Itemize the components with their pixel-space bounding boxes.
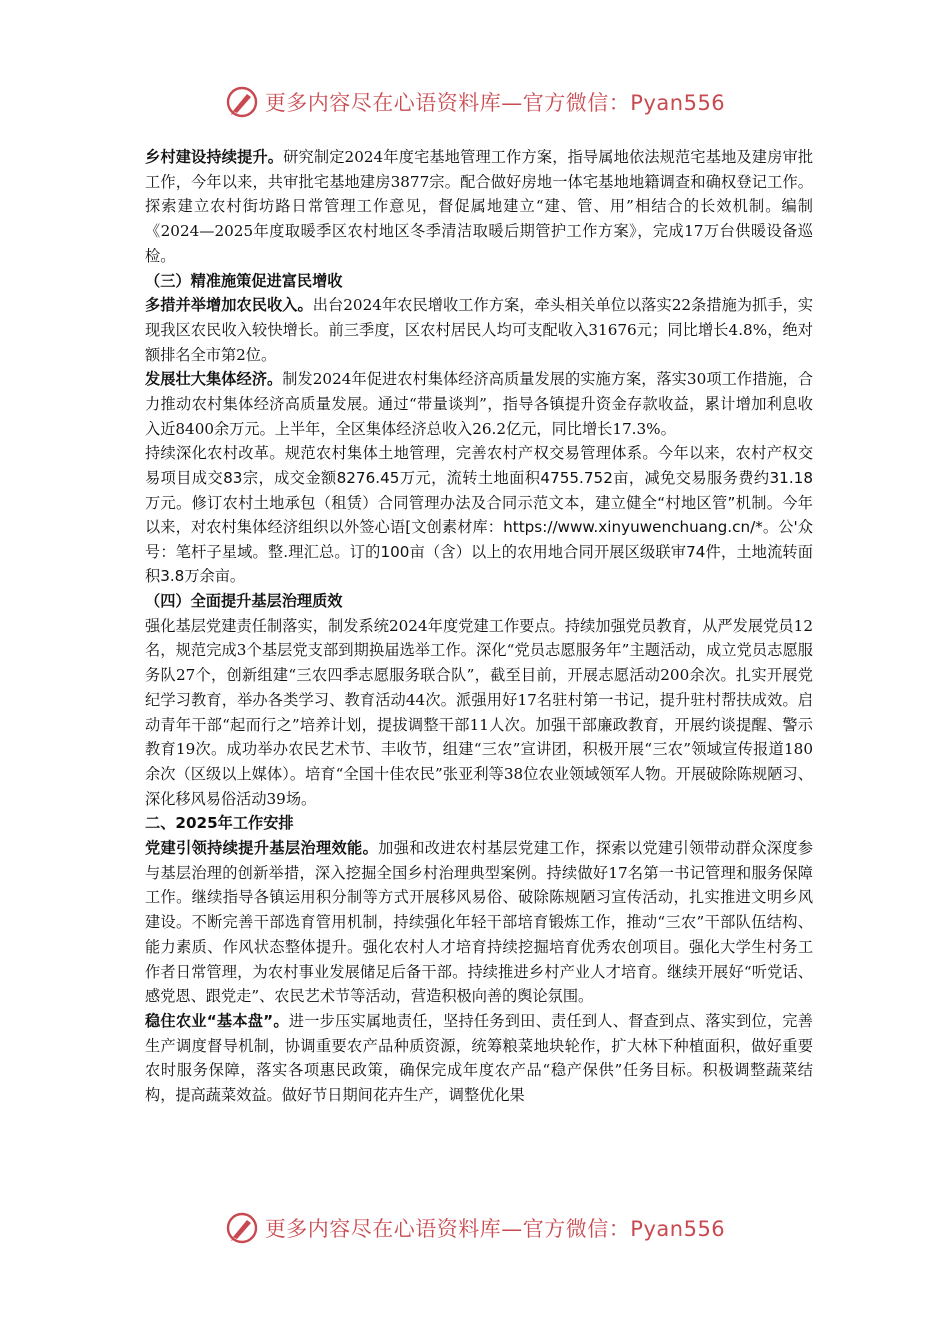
pen-seal-icon — [225, 1211, 259, 1245]
paragraph-text: 制发2024年促进农村集体经济高质量发展的实施方案，落实30项工作措施，合力推动农村集体经济高质量发展。通过“带量谈判”，指导各镇提升资金存款收益，累计增加利息收入近8400余万元。上半年，全区集体经济总收入26.2亿元，同比增长17.3%。 — [145, 370, 814, 438]
header-watermark — [0, 82, 950, 122]
paragraph-text: 出台2024年农民增收工作方案，牵头相关单位以落实22条措施为抓手，实现我区农民收入较快增长。前三季度，区农村居民人均可支配收入31676元；同比增长4.8%，绝对额排名全市第2位。 — [145, 296, 814, 364]
paragraph-lead: 多措并举增加农民收入。 — [145, 296, 313, 315]
paragraph-farmer-income — [145, 293, 813, 367]
paragraph-text: 加强和改进农村基层党建工作，探索以党建引领带动群众深度参与基层治理的创新举措，深入挖掘全国乡村治理典型案例。持续做好17名第一书记管理和服务保障工作。继续指导各镇运用积分制等方式开展移风易俗、破除陈规陋习宣传活动，扎实推进文明乡风建设。不断完善干部选育管用机制，持续强化年轻干部培育锻炼工作，推动“三农”干部队伍结构、能力素质、作风状态整体提升。强化农村人才培育持续挖掘培育优秀农创项目。强化大学生村务工作者日常管理，为农村事业发展储足后备干部。持续推进乡村产业人才培育。继续开展好“听党话、感党恩、跟党走”、农民艺术节等活动，营造积极向善的舆论氛围。 — [145, 839, 814, 1006]
pen-seal-icon — [225, 85, 259, 119]
paragraph-lead: 发展壮大集体经济。 — [145, 370, 283, 389]
watermark-text: 更多内容尽在心语资料库—官方微信：Pyan556 — [264, 91, 726, 115]
paragraph-collective-economy — [145, 367, 813, 441]
section-heading-2025: 二、2025年工作安排 — [145, 814, 294, 833]
section-heading-4: （四）全面提升基层治理质效 — [145, 592, 343, 610]
paragraph-agriculture — [145, 1009, 813, 1108]
paragraph-lead: 稳住农业“基本盘”。 — [145, 1011, 289, 1030]
paragraph-party-building: 强化基层党建责任制落实，制发系统2024年度党建工作要点。持续加强党员教育，从严发展党员12名，规范完成3个基层党支部到期换届选举工作。深化“党员志愿服务年”主题活动，成立党员志愿服务队27个，创新组建“三农四季志愿服务联合队”，截至目前，开展志愿活动200余次。扎实开展党纪学习教育，举办各类学习、教育活动44次。派强用好17名驻村第一书记，提升驻村帮扶成效。启动青年干部“起而行之”培养计划，提拔调整干部11人次。加强干部廉政教育，开展约谈提醒、警示教育19次。成功举办农民艺术节、丰收节，组建“三农”宣讲团，积极开展“三农”领域宣传报道180余次（区级以上媒体）。培育“全国十佳农民”张亚利等38位农业领域领军人物。开展破除陈规陋习、深化移风易俗活动39场。 — [145, 616, 813, 808]
section-heading-3: （三）精准施策促进富民增收 — [145, 271, 343, 290]
watermark-text: 更多内容尽在心语资料库—官方微信：Pyan556 — [264, 1217, 726, 1241]
paragraph-rural-reform: 持续深化农村改革。规范农村集体土地管理，完善农村产权交易管理体系。今年以来，农村产权交易项目成交83宗，成交金额8276.45万元，流转土地面积4755.752亩，减免交易服务费约31.18万元。修订农村土地承包（租赁）合同管理办法及合同示范文本，建立健全“村地区管”机制。今年以来，对农村集体经济组织以外签心语[文创素材库：https://www.xinyuwenchuang.cn/*。公'众号：笔杆子星域。整.理汇总。订的100亩（含）以上的农用地合同开展区级联审74件，土地流转面积3.8万余亩。 — [145, 444, 813, 586]
paragraph-text: 进一步压实属地责任，坚持任务到田、责任到人、督查到点、落实到位，完善生产调度督导机制，协调重要农产品种质资源，统筹粮菜地块轮作，扩大林下种植面积，做好重要农时服务保障，落实各项惠民政策，确保完成年度农产品“稳产保供”任务目标。积极调整蔬菜结构，提高蔬菜效益。做好节日期间花卉生产，调整优化果 — [145, 1011, 813, 1105]
footer-watermark — [0, 1208, 950, 1248]
paragraph-governance — [145, 836, 813, 1009]
document-body — [145, 145, 813, 1108]
paragraph-text: 研究制定2024年度宅基地管理工作方案，指导属地依法规范宅基地及建房审批工作，今年以来，共审批宅基地建房3877宗。配合做好房地一体宅基地地籍调查和确权登记工作。探索建立农村街坊路日常管理工作意见，督促属地建立“建、管、用”相结合的长效机制。编制《2024—2025年度取暖季区农村地区冬季清洁取暖后期管护工作方案》，完成17万台供暖设备巡检。 — [145, 148, 814, 265]
paragraph-lead: 党建引领持续提升基层治理效能。 — [145, 839, 379, 858]
paragraph-lead: 乡村建设持续提升。 — [145, 148, 284, 166]
paragraph-rural-construction — [145, 145, 813, 269]
